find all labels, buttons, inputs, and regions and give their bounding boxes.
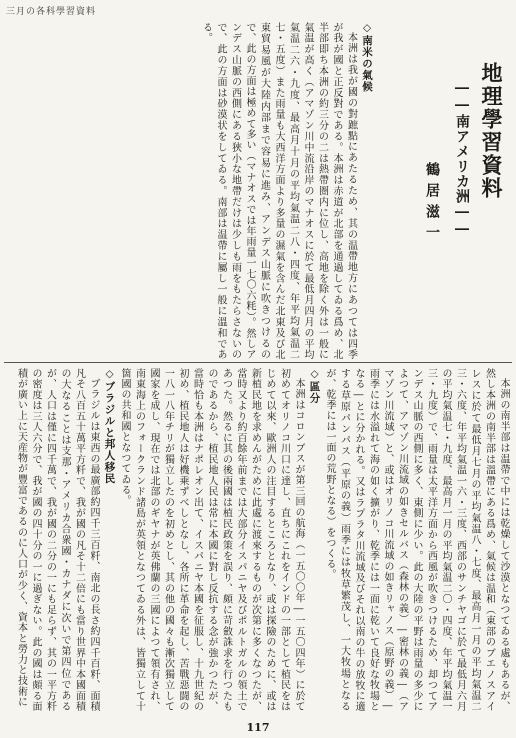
paragraph: 本洲は我が國の對蹠點にあたるため、其の温帶地方にあつては四季が我が國と正反對である。本洲は赤道が北部を通過してゐる爲め、北半部即ち本洲の約三分の二は熱帶圏内に位し、高地を除く外は一般に氣温が高く（アマゾン川中流沿岸のマナオスに於て最低月四月の平均氣温二六・九度、最高月十月の平均氣温二八・四度、年平均氣温二七・五度）また雨量も大西洋方面より多量の濕氣を含んだ北東及び北東貿易風が大陸内部まで容易に進み、アンデス山脈に吹きつけるので、此の方面は極めて多い（マナオスでは年雨量一七〇六粍）。然しアンデス山脈の西側にある狹小な地帶だけは少しも雨をもたらさないので、此の方面は砂漠状をしてゐる。南部は温帶に屬し一般に溫和である。: [200, 22, 357, 360]
article-subtitle: ――南アメリカ洲――: [454, 80, 470, 238]
article-title: 地理學習資料: [479, 62, 504, 200]
running-head: 三月の各科學習資料: [6, 7, 97, 17]
paragraph: 本洲はコロンブスが第三回の航海（一五〇〇年―一五〇四年）に於て初めてオリノコ川口に達し、直ちにこれをインドの一部として植民をはじめて以來、歐洲人の注目するところとなり、或は探險のために、或は新植民地を求めんがために此處に渡來するものが次第に多くなつたが、當時又より約百餘年前までは大部分イスパニヤ及びポルトガルの領土であつた。然るに其の後兩國は植民政策を誤り、頗に苛斂誅求を行つたものであるから、植民地人民は常に本國に對し反抗する念が強かつたが、當時恰も本洲はナポレオン出て、イスパニヤ本國を征服し、十九世紀の初め、植民地人は好機乘ずべしとなし、各所に革命を起し、苦戰惡闘の一八一八年チリが獨立したのを初めとし、其の他の國々も漸次獨立して國家を成し、現在では北部のギヤナが英佛蘭の三國によつて領有され、南東海上のフォークランド諸島が英領となつてゐる外は、皆獨立して十箇國の共和國となつてゐる。: [119, 368, 304, 712]
section-divider: [4, 362, 512, 363]
article-author: 鶴居滋一: [424, 162, 440, 246]
section-heading-brazil: ◇ブラジルと邦人移民: [103, 368, 116, 485]
top-text-block: [6, 22, 374, 360]
section-heading-climate: ◇南米の氣候: [361, 22, 373, 93]
section-heading-division: ◇區分: [308, 368, 321, 404]
article-title-block: [378, 62, 506, 352]
paragraph: 本洲の南半部は温帶で中には乾燥して沙漠となつてゐる處もあるが、然し本洲の南半部は溫帶にある爲め、氣候は温和（東部のブエノスアイレスに於て最低月七月の平均氣温八・七度、最高月一月の平均氣温二三・六度、年平均氣温一六・三度、西部のサンチヤゴに於て最低月六月の平均氣温七・九度、最高月一月の平均氣温二〇・四度、年平均氣温一三・九度）で、雨量は太平洋方面から西風が吹きつけるため、却つてアンデス山脈の西側に多く、東側に少い。此の大陸の平野は雨量の多少によつて、アマゾン川流域の如きセルバス（森林の義）―密林の義―（アマゾン川流域）と、或はオリノコ川流域の如きリャノス（原野の義）―雨季には水溢れて海の如く擴がり、乾季には一面に乾いて良好な牧場となる―とに分かれる。又はラプラタ川流域及びそれ以南の牛の放牧に適する草原パンパス（平原の義）雨季には牧草繁茂し、一大牧場となるが、乾季には一面の荒野となる）をつくる。: [324, 368, 509, 712]
paragraph: ブラジルは東西の最廣部約四千三百粁、南北の長さ約四千百粁、面積凡そ八百五十萬平方粁で、我が國の凡そ十二倍にも當り世界中本國面積の大なることは支那・アメリカ合衆國・カナダに次いで第四位であるが、人口は僅に四千萬で、我が國の二分の一にも足らず、其の一平方粁の密度は三人六分で、我が國の四十分の一に過ぎない。此の國は頗る面積が廣い上に天産物が豐富であるのに人口が少く、資本と勞力と技術に: [15, 368, 99, 712]
page-number: 117: [246, 721, 270, 734]
bottom-text-block: [6, 368, 510, 712]
